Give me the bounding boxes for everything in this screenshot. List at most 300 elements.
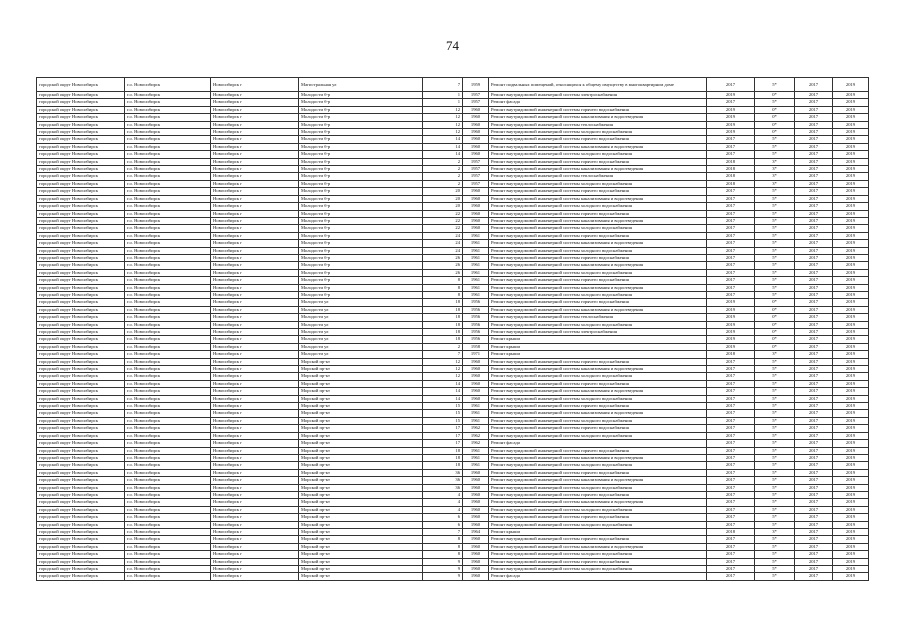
street-cell: Молодости б-р — [299, 166, 423, 173]
year-built-cell: 1960 — [463, 366, 489, 373]
year-end-cell: 2019 — [833, 521, 869, 528]
settlement-cell: Новосибирск г — [211, 321, 299, 328]
work-type-cell: Ремонт внутридомовой инженерной системы канализования и водоотведения — [489, 388, 707, 395]
settlement-cell: Новосибирск г — [211, 573, 299, 580]
district-cell: городской округ Новосибирск — [37, 484, 125, 491]
year-built-cell: 1961 — [463, 277, 489, 284]
settlement-cell: Новосибирск г — [211, 217, 299, 224]
year-start-cell: 2017 — [795, 343, 833, 350]
district-cell: городской округ Новосибирск — [37, 506, 125, 513]
year-start-cell: 2017 — [795, 225, 833, 232]
work-type-cell: Ремонт фасада — [489, 440, 707, 447]
settlement-cell: Новосибирск г — [211, 447, 299, 454]
municipality-cell: г.о. Новосибирск — [125, 143, 211, 150]
house-cell: 24 — [423, 247, 463, 254]
table-row — [37, 195, 869, 202]
municipality-cell: г.о. Новосибирск — [125, 92, 211, 99]
year-plan-cell: 2018 — [707, 166, 755, 173]
street-cell: Молодости ул — [299, 336, 423, 343]
year-start-cell: 2017 — [795, 254, 833, 261]
unit-cell: 5* — [755, 573, 795, 580]
district-cell: городской округ Новосибирск — [37, 566, 125, 573]
street-cell: Молодости б-р — [299, 173, 423, 180]
year-end-cell: 2019 — [833, 410, 869, 417]
year-start-cell: 2017 — [795, 262, 833, 269]
house-cell: 2 — [423, 343, 463, 350]
street-cell: Морской пр-кт — [299, 528, 423, 535]
year-plan-cell: 2018 — [707, 173, 755, 180]
street-cell: Морской пр-кт — [299, 425, 423, 432]
year-end-cell: 2019 — [833, 454, 869, 461]
street-cell: Морской пр-кт — [299, 566, 423, 573]
district-cell: городской округ Новосибирск — [37, 447, 125, 454]
unit-cell: 5* — [755, 254, 795, 261]
district-cell: городской округ Новосибирск — [37, 499, 125, 506]
district-cell: городской округ Новосибирск — [37, 351, 125, 358]
street-cell: Молодости б-р — [299, 284, 423, 291]
year-start-cell: 2017 — [795, 410, 833, 417]
year-end-cell: 2019 — [833, 99, 869, 106]
year-start-cell: 2017 — [795, 143, 833, 150]
house-cell: 17 — [423, 440, 463, 447]
year-end-cell: 2019 — [833, 92, 869, 99]
year-start-cell: 2017 — [795, 173, 833, 180]
year-built-cell: 1960 — [463, 106, 489, 113]
year-start-cell: 2017 — [795, 203, 833, 210]
year-end-cell: 2019 — [833, 195, 869, 202]
municipality-cell: г.о. Новосибирск — [125, 425, 211, 432]
table-row — [37, 462, 869, 469]
year-end-cell: 2019 — [833, 299, 869, 306]
municipality-cell: г.о. Новосибирск — [125, 388, 211, 395]
year-plan-cell: 2019 — [707, 343, 755, 350]
unit-cell: 0* — [755, 129, 795, 136]
work-type-cell: Ремонт внутридомовой инженерной системы канализования и водоотведения — [489, 366, 707, 373]
year-start-cell: 2017 — [795, 314, 833, 321]
year-start-cell: 2017 — [795, 440, 833, 447]
table-row — [37, 403, 869, 410]
year-start-cell: 2017 — [795, 417, 833, 424]
street-cell: Морской пр-кт — [299, 417, 423, 424]
house-cell: 8 — [423, 536, 463, 543]
work-type-cell: Ремонт внутридомовой инженерной системы канализования и водоотведения — [489, 195, 707, 202]
year-plan-cell: 2017 — [707, 225, 755, 232]
street-cell: Молодости б-р — [299, 254, 423, 261]
year-plan-cell: 2017 — [707, 573, 755, 580]
work-type-cell: Ремонт внутридомовой инженерной системы канализования и водоотведения — [489, 454, 707, 461]
street-cell: Молодости б-р — [299, 114, 423, 121]
district-cell: городской округ Новосибирск — [37, 121, 125, 128]
house-cell: 1 — [423, 99, 463, 106]
settlement-cell: Новосибирск г — [211, 269, 299, 276]
year-end-cell: 2019 — [833, 343, 869, 350]
house-cell: 7 — [423, 351, 463, 358]
year-built-cell: 1960 — [463, 151, 489, 158]
settlement-cell: Новосибирск г — [211, 158, 299, 165]
district-cell: городской округ Новосибирск — [37, 425, 125, 432]
unit-cell: 5* — [755, 395, 795, 402]
work-type-cell: Ремонт внутридомовой инженерной системы горячего водоснабжения — [489, 514, 707, 521]
street-cell: Молодости б-р — [299, 217, 423, 224]
year-plan-cell: 2017 — [707, 440, 755, 447]
year-plan-cell: 2017 — [707, 514, 755, 521]
municipality-cell: г.о. Новосибирск — [125, 521, 211, 528]
table-row — [37, 528, 869, 535]
year-built-cell: 1960 — [463, 121, 489, 128]
year-plan-cell: 2017 — [707, 136, 755, 143]
year-built-cell: 1961 — [463, 247, 489, 254]
unit-cell: 5* — [755, 403, 795, 410]
year-built-cell: 1961 — [463, 284, 489, 291]
district-cell: городской округ Новосибирск — [37, 203, 125, 210]
year-start-cell: 2017 — [795, 454, 833, 461]
settlement-cell: Новосибирск г — [211, 247, 299, 254]
district-cell: городской округ Новосибирск — [37, 440, 125, 447]
year-plan-cell: 2017 — [707, 454, 755, 461]
street-cell: Молодости б-р — [299, 143, 423, 150]
unit-cell: 5* — [755, 440, 795, 447]
year-built-cell: 1959 — [463, 78, 489, 92]
settlement-cell: Новосибирск г — [211, 173, 299, 180]
street-cell: Морской пр-кт — [299, 573, 423, 580]
year-start-cell: 2017 — [795, 558, 833, 565]
table-row — [37, 558, 869, 565]
settlement-cell: Новосибирск г — [211, 240, 299, 247]
table-row — [37, 78, 869, 92]
year-plan-cell: 2017 — [707, 232, 755, 239]
year-start-cell: 2017 — [795, 121, 833, 128]
settlement-cell: Новосибирск г — [211, 558, 299, 565]
unit-cell: 0* — [755, 336, 795, 343]
year-start-cell: 2017 — [795, 299, 833, 306]
municipality-cell: г.о. Новосибирск — [125, 240, 211, 247]
table-row — [37, 254, 869, 261]
municipality-cell: г.о. Новосибирск — [125, 469, 211, 476]
year-plan-cell: 2017 — [707, 425, 755, 432]
street-cell: Морской пр-кт — [299, 514, 423, 521]
work-type-cell: Ремонт внутридомовой инженерной системы холодного водоснабжения — [489, 203, 707, 210]
year-plan-cell: 2017 — [707, 247, 755, 254]
year-end-cell: 2019 — [833, 158, 869, 165]
settlement-cell: Новосибирск г — [211, 410, 299, 417]
year-plan-cell: 2018 — [707, 528, 755, 535]
municipality-cell: г.о. Новосибирск — [125, 232, 211, 239]
table-row — [37, 240, 869, 247]
house-cell: 15 — [423, 417, 463, 424]
year-built-cell: 1956 — [463, 336, 489, 343]
year-plan-cell: 2017 — [707, 499, 755, 506]
year-end-cell: 2019 — [833, 240, 869, 247]
settlement-cell: Новосибирск г — [211, 291, 299, 298]
year-start-cell: 2017 — [795, 395, 833, 402]
street-cell: Морской пр-кт — [299, 366, 423, 373]
street-cell: Морской пр-кт — [299, 440, 423, 447]
year-end-cell: 2019 — [833, 536, 869, 543]
street-cell: Морской пр-кт — [299, 477, 423, 484]
work-type-cell: Ремонт внутридомовой инженерной системы холодного водоснабжения — [489, 395, 707, 402]
street-cell: Молодости ул — [299, 351, 423, 358]
unit-cell: 5* — [755, 462, 795, 469]
unit-cell: 5* — [755, 469, 795, 476]
year-built-cell: 1964 — [463, 528, 489, 535]
settlement-cell: Новосибирск г — [211, 136, 299, 143]
settlement-cell: Новосибирск г — [211, 551, 299, 558]
municipality-cell: г.о. Новосибирск — [125, 284, 211, 291]
house-cell: 36 — [423, 469, 463, 476]
year-start-cell: 2017 — [795, 158, 833, 165]
district-cell: городской округ Новосибирск — [37, 410, 125, 417]
settlement-cell: Новосибирск г — [211, 366, 299, 373]
house-cell: 8 — [423, 291, 463, 298]
municipality-cell: г.о. Новосибирск — [125, 121, 211, 128]
year-start-cell: 2017 — [795, 425, 833, 432]
municipality-cell: г.о. Новосибирск — [125, 129, 211, 136]
municipality-cell: г.о. Новосибирск — [125, 366, 211, 373]
municipality-cell: г.о. Новосибирск — [125, 514, 211, 521]
table-row — [37, 521, 869, 528]
year-end-cell: 2019 — [833, 284, 869, 291]
settlement-cell: Новосибирск г — [211, 491, 299, 498]
year-built-cell: 1956 — [463, 321, 489, 328]
table-row — [37, 210, 869, 217]
year-end-cell: 2019 — [833, 336, 869, 343]
table-row — [37, 277, 869, 284]
municipality-cell: г.о. Новосибирск — [125, 373, 211, 380]
district-cell: городской округ Новосибирск — [37, 462, 125, 469]
year-start-cell: 2017 — [795, 232, 833, 239]
year-end-cell: 2019 — [833, 484, 869, 491]
work-type-cell: Ремонт внутридомовой инженерной системы горячего водоснабжения — [489, 106, 707, 113]
municipality-cell: г.о. Новосибирск — [125, 114, 211, 121]
settlement-cell: Новосибирск г — [211, 469, 299, 476]
year-end-cell: 2019 — [833, 78, 869, 92]
municipality-cell: г.о. Новосибирск — [125, 343, 211, 350]
year-built-cell: 1971 — [463, 351, 489, 358]
settlement-cell: Новосибирск г — [211, 514, 299, 521]
street-cell: Морской пр-кт — [299, 491, 423, 498]
work-type-cell: Ремонт внутридомовой инженерной системы электроснабжения — [489, 329, 707, 336]
table-row — [37, 440, 869, 447]
year-start-cell: 2017 — [795, 166, 833, 173]
municipality-cell: г.о. Новосибирск — [125, 506, 211, 513]
work-type-cell: Ремонт внутридомовой инженерной системы теплоснабжения — [489, 121, 707, 128]
year-end-cell: 2019 — [833, 254, 869, 261]
work-type-cell: Ремонт внутридомовой инженерной системы холодного водоснабжения — [489, 432, 707, 439]
settlement-cell: Новосибирск г — [211, 78, 299, 92]
unit-cell: 0* — [755, 343, 795, 350]
municipality-cell: г.о. Новосибирск — [125, 99, 211, 106]
settlement-cell: Новосибирск г — [211, 543, 299, 550]
settlement-cell: Новосибирск г — [211, 306, 299, 313]
year-plan-cell: 2017 — [707, 484, 755, 491]
district-cell: городской округ Новосибирск — [37, 573, 125, 580]
district-cell: городской округ Новосибирск — [37, 536, 125, 543]
street-cell: Магистральная ул — [299, 78, 423, 92]
street-cell: Морской пр-кт — [299, 484, 423, 491]
year-plan-cell: 2018 — [707, 351, 755, 358]
work-type-cell: Ремонт внутридомовой инженерной системы канализования и водоотведения — [489, 284, 707, 291]
year-end-cell: 2019 — [833, 462, 869, 469]
year-built-cell: 1957 — [463, 158, 489, 165]
house-cell: 12 — [423, 366, 463, 373]
settlement-cell: Новосибирск г — [211, 195, 299, 202]
district-cell: городской округ Новосибирск — [37, 284, 125, 291]
year-plan-cell: 2019 — [707, 92, 755, 99]
year-plan-cell: 2017 — [707, 395, 755, 402]
year-plan-cell: 2018 — [707, 180, 755, 187]
house-cell: 12 — [423, 373, 463, 380]
table-row — [37, 180, 869, 187]
municipality-cell: г.о. Новосибирск — [125, 203, 211, 210]
year-plan-cell: 2019 — [707, 129, 755, 136]
unit-cell: 5* — [755, 521, 795, 528]
street-cell: Морской пр-кт — [299, 521, 423, 528]
year-start-cell: 2017 — [795, 551, 833, 558]
year-start-cell: 2017 — [795, 106, 833, 113]
unit-cell: 5* — [755, 151, 795, 158]
year-built-cell: 1961 — [463, 403, 489, 410]
year-built-cell: 1961 — [463, 254, 489, 261]
work-type-cell: Ремонт внутридомовой инженерной системы канализования и водоотведения — [489, 143, 707, 150]
house-cell: 8 — [423, 543, 463, 550]
table-row — [37, 469, 869, 476]
work-type-cell: Ремонт внутридомовой инженерной системы горячего водоснабжения — [489, 558, 707, 565]
work-type-cell: Ремонт внутридомовой инженерной системы канализования и водоотведения — [489, 217, 707, 224]
unit-cell: 5* — [755, 477, 795, 484]
table-row — [37, 188, 869, 195]
year-start-cell: 2017 — [795, 499, 833, 506]
unit-cell: 5* — [755, 143, 795, 150]
work-type-cell: Ремонт внутридомовой инженерной системы горячего водоснабжения — [489, 136, 707, 143]
house-cell: 18 — [423, 299, 463, 306]
table-row — [37, 410, 869, 417]
work-type-cell: Ремонт внутридомовой инженерной системы канализования и водоотведения — [489, 114, 707, 121]
unit-cell: 5* — [755, 551, 795, 558]
settlement-cell: Новосибирск г — [211, 151, 299, 158]
year-built-cell: 1956 — [463, 329, 489, 336]
work-type-cell: Ремонт внутридомовой инженерной системы холодного водоснабжения — [489, 129, 707, 136]
settlement-cell: Новосибирск г — [211, 566, 299, 573]
settlement-cell: Новосибирск г — [211, 343, 299, 350]
settlement-cell: Новосибирск г — [211, 358, 299, 365]
district-cell: городской округ Новосибирск — [37, 188, 125, 195]
unit-cell: 5* — [755, 366, 795, 373]
house-cell: 14 — [423, 136, 463, 143]
year-end-cell: 2019 — [833, 528, 869, 535]
year-built-cell: 1960 — [463, 129, 489, 136]
table-body — [37, 78, 869, 581]
year-plan-cell: 2017 — [707, 462, 755, 469]
district-cell: городской округ Новосибирск — [37, 380, 125, 387]
house-cell: 18 — [423, 314, 463, 321]
municipality-cell: г.о. Новосибирск — [125, 336, 211, 343]
house-cell: 14 — [423, 380, 463, 387]
unit-cell: 5* — [755, 380, 795, 387]
street-cell: Молодости б-р — [299, 99, 423, 106]
table-row — [37, 358, 869, 365]
municipality-cell: г.о. Новосибирск — [125, 166, 211, 173]
district-cell: городской округ Новосибирск — [37, 136, 125, 143]
street-cell: Молодости б-р — [299, 195, 423, 202]
district-cell: городской округ Новосибирск — [37, 277, 125, 284]
year-end-cell: 2019 — [833, 432, 869, 439]
table-row — [37, 336, 869, 343]
table-row — [37, 136, 869, 143]
street-cell: Молодости б-р — [299, 277, 423, 284]
table-row — [37, 573, 869, 580]
table-row — [37, 491, 869, 498]
year-built-cell: 1960 — [463, 521, 489, 528]
year-start-cell: 2017 — [795, 477, 833, 484]
year-start-cell: 2017 — [795, 99, 833, 106]
year-built-cell: 1960 — [463, 558, 489, 565]
year-end-cell: 2019 — [833, 551, 869, 558]
street-cell: Морской пр-кт — [299, 373, 423, 380]
house-cell: 24 — [423, 240, 463, 247]
year-start-cell: 2017 — [795, 321, 833, 328]
house-cell: 26 — [423, 262, 463, 269]
year-built-cell: 1962 — [463, 440, 489, 447]
work-type-cell: Ремонт внутридомовой инженерной системы горячего водоснабжения — [489, 254, 707, 261]
house-cell: 9 — [423, 558, 463, 565]
district-cell: городской округ Новосибирск — [37, 99, 125, 106]
street-cell: Молодости ул — [299, 299, 423, 306]
settlement-cell: Новосибирск г — [211, 277, 299, 284]
year-end-cell: 2019 — [833, 217, 869, 224]
district-cell: городской округ Новосибирск — [37, 269, 125, 276]
year-plan-cell: 2019 — [707, 121, 755, 128]
municipality-cell: г.о. Новосибирск — [125, 78, 211, 92]
work-type-cell: Ремонт внутридомовой инженерной системы холодного водоснабжения — [489, 566, 707, 573]
year-start-cell: 2017 — [795, 188, 833, 195]
work-type-cell: Ремонт внутридомовой инженерной системы холодного водоснабжения — [489, 484, 707, 491]
year-plan-cell: 2018 — [707, 158, 755, 165]
year-built-cell: 1961 — [463, 269, 489, 276]
municipality-cell: г.о. Новосибирск — [125, 262, 211, 269]
street-cell: Морской пр-кт — [299, 469, 423, 476]
year-built-cell: 1960 — [463, 395, 489, 402]
table-row — [37, 225, 869, 232]
municipality-cell: г.о. Новосибирск — [125, 277, 211, 284]
settlement-cell: Новосибирск г — [211, 432, 299, 439]
unit-cell: 3* — [755, 351, 795, 358]
settlement-cell: Новосибирск г — [211, 351, 299, 358]
settlement-cell: Новосибирск г — [211, 499, 299, 506]
work-type-cell: Ремонт внутридомовой инженерной системы холодного водоснабжения — [489, 521, 707, 528]
year-start-cell: 2017 — [795, 543, 833, 550]
table-row — [37, 506, 869, 513]
year-end-cell: 2019 — [833, 543, 869, 550]
district-cell: городской округ Новосибирск — [37, 366, 125, 373]
year-plan-cell: 2017 — [707, 491, 755, 498]
street-cell: Молодости б-р — [299, 129, 423, 136]
year-plan-cell: 2017 — [707, 417, 755, 424]
year-start-cell: 2017 — [795, 151, 833, 158]
year-start-cell: 2017 — [795, 78, 833, 92]
year-plan-cell: 2019 — [707, 321, 755, 328]
work-type-cell: Ремонт внутридомовой инженерной системы горячего водоснабжения — [489, 277, 707, 284]
house-cell: 8 — [423, 551, 463, 558]
house-cell: 26 — [423, 254, 463, 261]
year-end-cell: 2019 — [833, 129, 869, 136]
table-row — [37, 166, 869, 173]
year-end-cell: 2019 — [833, 477, 869, 484]
house-cell: 12 — [423, 106, 463, 113]
house-cell: 18 — [423, 454, 463, 461]
year-start-cell: 2017 — [795, 462, 833, 469]
unit-cell: 3* — [755, 173, 795, 180]
table-row — [37, 388, 869, 395]
